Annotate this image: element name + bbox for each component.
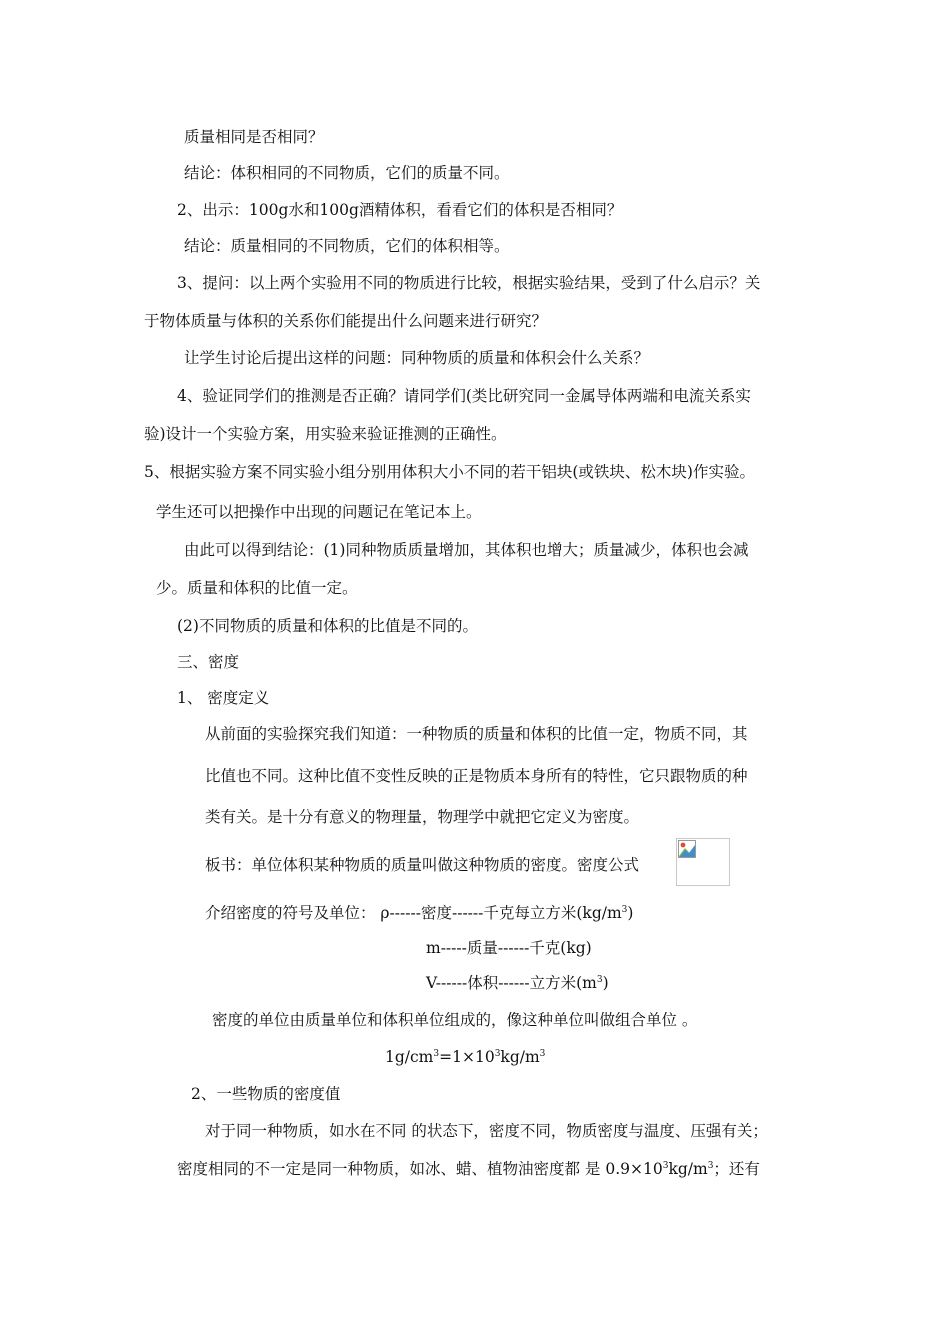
density-formula-image [676,838,730,886]
text-line: V------体积------立方米$(m^3)$ [426,974,609,992]
broken-image-icon [678,840,696,862]
formula-line: $1g/cm^3=1\times 10^3kg/m^3$ [385,1048,546,1066]
text-line: 让学生讨论后提出这样的问题：同种物质的质量和体积会什么关系？ [184,349,650,367]
text-line: 密度相同的不一定是同一种物质，如冰、蜡、植物油密度都 是 $0.9\times 10^3kg/m^3$；还有 [177,1160,760,1178]
text-line: 2、出示：100g水和100g酒精体积，看看它们的体积是否相同？ [177,201,623,219]
text-line: 密度的单位由质量单位和体积单位组成的，像这种单位叫做组合单位 。 [212,1011,698,1029]
text-line: 验)设计一个实验方案，用实验来验证推测的正确性。 [144,425,507,443]
text-line: 从前面的实验探究我们知道：一种物质的质量和体积的比值一定，物质不同，其 [205,725,748,743]
text-line: m-----质量------千克(kg) [426,939,592,957]
text-line: 结论：体积相同的不同物质，它们的质量不同。 [184,164,510,182]
text-line: 类有关。是十分有意义的物理量，物理学中就把它定义为密度。 [205,808,640,826]
text-line: 介绍密度的符号及单位： ρ------密度------千克每立方米$(kg/m^3)$ [205,904,634,922]
text-line: 板书：单位体积某种物质的质量叫做这种物质的密度。密度公式 [205,856,640,874]
text-line: 于物体质量与体积的关系你们能提出什么问题来进行研究？ [144,312,548,330]
subsection-heading: 2、一些物质的密度值 [191,1085,341,1103]
section-heading: 三、密度 [177,653,240,671]
text-line: 由此可以得到结论：(1)同种物质质量增加，其体积也增大；质量减少，体积也会减 [184,541,749,559]
text-line: (2)不同物质的质量和体积的比值是不同的。 [177,617,478,635]
text-line: 4、验证同学们的推测是否正确？请同学们(类比研究同一金属导体两端和电流关系实 [177,387,751,405]
text-line: 3、提问：以上两个实验用不同的物质进行比较，根据实验结果，受到了什么启示？关 [177,274,761,292]
subsection-heading: 1、 密度定义 [177,689,270,707]
text-line: 对于同一种物质，如水在不同 的状态下，密度不同，物质密度与温度、压强有关； [205,1122,768,1140]
text-line: 比值也不同。这种比值不变性反映的正是物质本身所有的特性，它只跟物质的种 [205,767,748,785]
text-line: 少。质量和体积的比值一定。 [156,579,358,597]
text-line: 学生还可以把操作中出现的问题记在笔记本上。 [156,503,482,521]
text-line: 质量相同是否相同？ [184,128,324,146]
text-line: 结论：质量相同的不同物质，它们的体积相等。 [184,237,510,255]
text-line: 5、根据实验方案不同实验小组分别用体积大小不同的若干铝块(或铁块、松木块)作实验。 [144,463,755,481]
